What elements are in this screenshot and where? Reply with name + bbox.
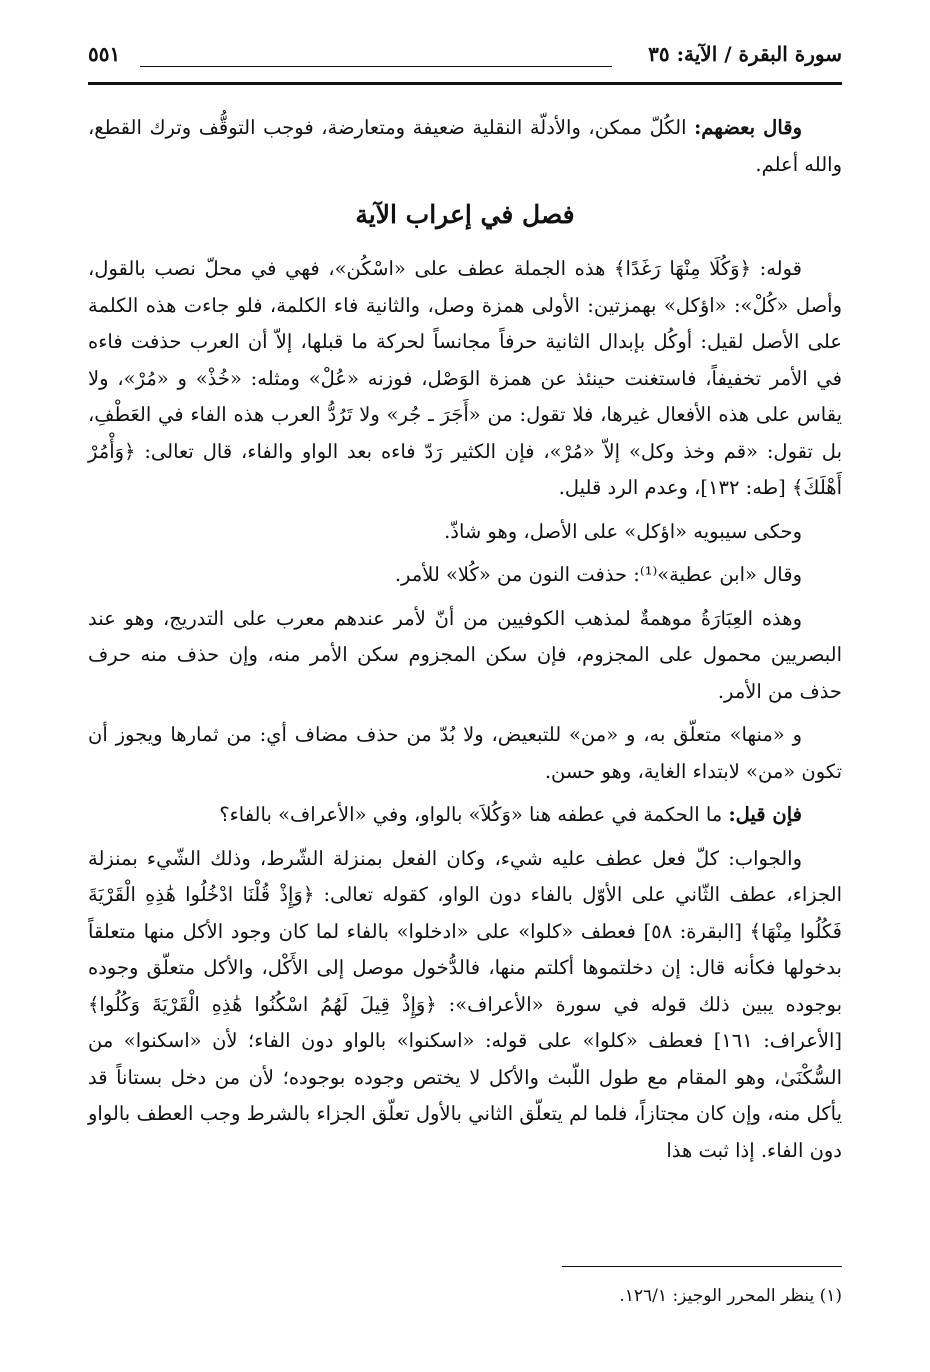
- page-header: [88, 38, 842, 78]
- paragraph-1-text: الكُلّ ممكن، والأدلّة النقلية ضعيفة ومتعارضة، فوجب التوقُّف وترك القطع، والله أعلم.: [88, 116, 842, 176]
- page-body: [88, 110, 842, 1176]
- paragraph-1: [88, 110, 842, 183]
- paragraph-1-lead: وقال بعضهم:: [694, 116, 803, 139]
- footnote: (١) ينظر المحرر الوجيز: ١٢٦/١.: [619, 1286, 842, 1306]
- paragraph-4: وقال «ابن عطية»⁽¹⁾: حذفت النون من «كُلا» للأمر.: [394, 563, 802, 586]
- paragraph-8: والجواب: كلّ فعل عطف عليه شيء، وكان الفعل بمنزلة الشّرط، وذلك الشّيء بمنزلة الجزاء، عطف الثّاني على الأوّل بالفاء دون الواو، كقوله تعالى: ﴿وَإِذْ قُلْنَا ادْخُلُوا هَٰذِهِ الْقَرْيَةَ فَكُلُوا مِنْهَا﴾ [البقرة: ٥٨] فعطف «كلوا» على «ادخلوا» بالفاء لما كان وجود الأكل منها متعلقاً بدخولها فكأنه قال: إن دخلتموها أكلتم منها، فالدُّخول موصل إلى الأَكْل، والأكل متعلّق وجوده بوجوده يبين ذلك قوله في سورة «الأعراف»: ﴿وَإِذْ قِيلَ لَهُمُ اسْكُنُوا هَٰذِهِ الْقَرْيَةَ وَكُلُوا﴾ [الأعراف: ١٦١] فعطف «كلوا» على قوله: «اسكنوا» بالواو دون الفاء؛ لأن «اسكنوا» من السُّكْنَىٰ، وهو المقام مع طول اللّبث والأكل لا يختص وجوده بوجوده؛ لأن من دخل بستاناً قد يأكل منه، وإن كان مجتازاً، فلما لم يتعلّق الثاني بالأول تعلّق الجزاء بالشرط وجب العطف بالواو دون الفاء. إذا ثبت هذا: [88, 846, 842, 1162]
- footnote-rule: [562, 1266, 842, 1267]
- running-title: سورة البقرة / الآية: ٣٥: [648, 42, 842, 66]
- paragraph-7: [88, 797, 842, 834]
- section-heading: فصل في إعراب الآية: [355, 200, 575, 229]
- paragraph-3: وحكى سيبويه «اؤكل» على الأصل، وهو شاذّ.: [444, 519, 802, 543]
- paragraph-6: و «منها» متعلّق به، و «من» للتبعيض، ولا بُدّ من حذف مضاف أي: من ثمارها ويجوز أن تكون «من» لابتداء الغاية، وهو حسن.: [88, 723, 842, 783]
- paragraph-2: قوله: ﴿وَكُلَا مِنْهَا رَغَدًا﴾ هذه الجملة عطف على «اسْكُن»، فهي في محلّ نصب بالقول، وأصل «كُلْ»: «اؤكل» بهمزتين: الأولى همزة وصل، والثانية فاء الكلمة، فلو جاءت هذه الكلمة على الأصل لقيل: أوكُل بإبدال الثانية حرفاً مجانساً لحركة ما قبلها، إلاّ أن العرب حذفت فاءه في الأمر تخفيفاً، فاستغنت حينئذ عن همزة الوَصْل، فوزنه «عُلْ» ومثله: «خُذْ» و «مُرْ»، ولا يقاس على هذه الأفعال غيرها، فلا تقول: من «أَجَرَ ـ جُر» ولا تَرُدُّ العرب هذه الفاء في العَطْفِ، بل تقول: «قم وخذ وكل» إلاّ «مُرْ»، فإن الكثير رَدّ فاءه بعد الواو والفاء، قال تعالى: ﴿وَأْمُرْ أَهْلَكَ﴾ [طه: ١٣٢]، وعدم الرد قليل.: [88, 257, 842, 499]
- page-number: ٥٥١: [88, 42, 121, 66]
- paragraph-5: وهذه العِبَارَةُ موهمةٌ لمذهب الكوفيين من أنّ لأمر عندهم معرب على التدريج، وهو عند البصريين محمول على المجزوم، فإن سكن المجزوم سكن الأمر منه، وإن حذف منه حرف حذف من الأمر.: [88, 606, 842, 703]
- paragraph-7-lead: فإن قيل:: [728, 803, 802, 826]
- header-line: [140, 66, 612, 67]
- paragraph-7-text: ما الحكمة في عطفه هنا «وَكُلاَ» بالواو، وفي «الأعراف» بالفاء؟: [219, 803, 723, 826]
- header-rule: [88, 82, 842, 85]
